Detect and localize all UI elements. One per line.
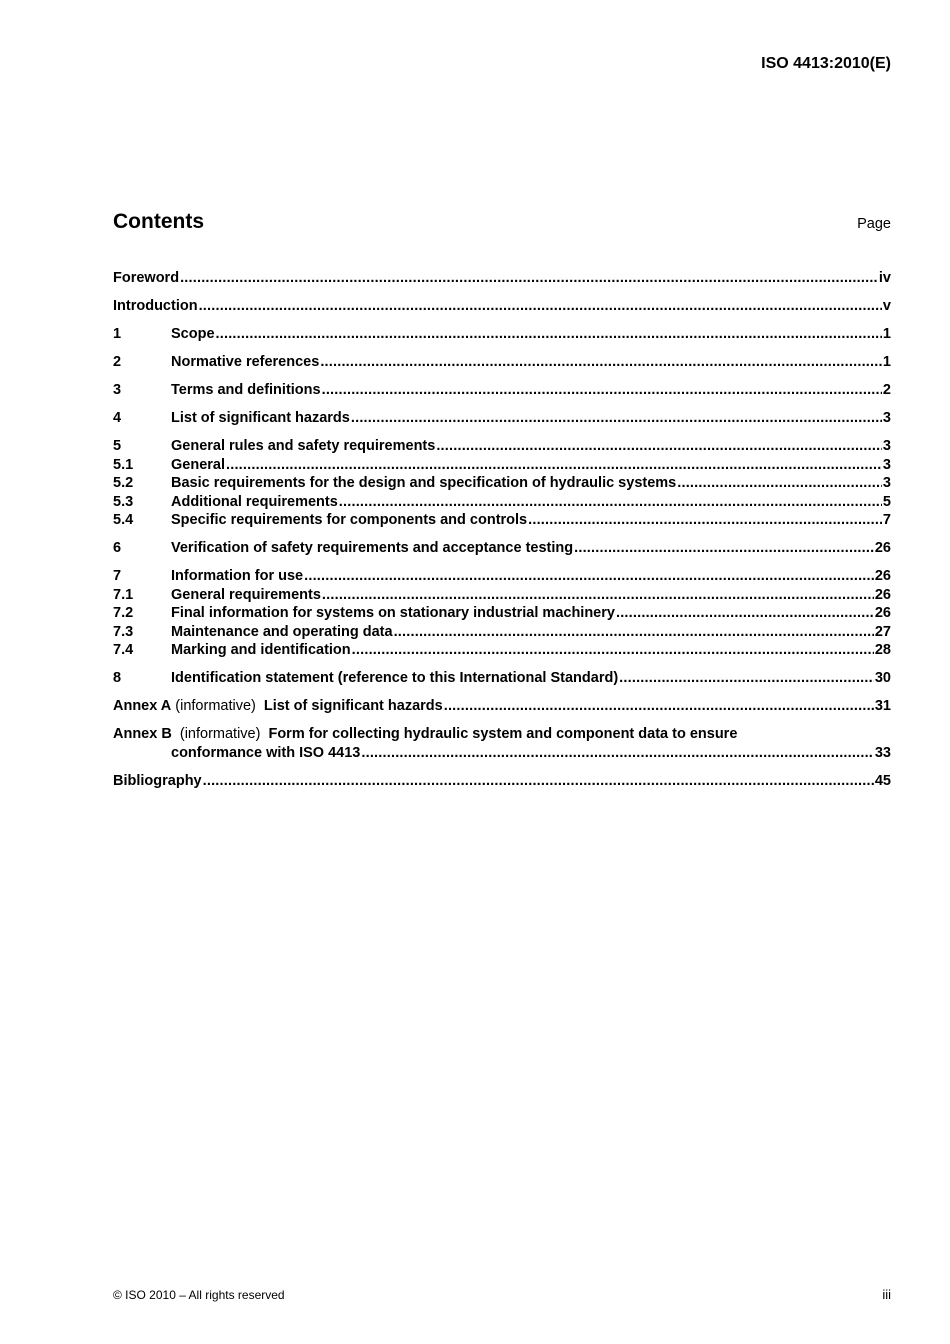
toc-entry-title: Terms and definitions xyxy=(171,382,321,398)
toc-entry-page: 3 xyxy=(882,410,891,426)
toc-entry-page: 27 xyxy=(874,623,891,640)
toc-entry-page: 3 xyxy=(882,438,891,454)
dot-leader xyxy=(320,353,882,372)
toc-entry-title: Bibliography xyxy=(113,772,202,789)
toc-entry-page: 1 xyxy=(882,326,891,342)
toc-entry-page: 31 xyxy=(874,698,891,714)
toc-entry-number: 6 xyxy=(113,540,122,556)
toc-entry-number: 7.1 xyxy=(113,586,134,603)
dot-leader xyxy=(226,456,882,475)
toc-entry-title: Scope xyxy=(171,326,215,342)
toc-entry-title: List of significant hazards xyxy=(263,698,443,714)
toc-entry-introduction[interactable] xyxy=(113,297,891,316)
dot-leader xyxy=(351,409,882,428)
toc-entry-title: Form for collecting hydraulic system and component data to ensure xyxy=(268,726,738,742)
toc-entry-title: Additional requirements xyxy=(171,493,338,510)
toc-entry-foreword[interactable] xyxy=(113,269,891,288)
toc-entry-7-3[interactable] xyxy=(113,623,891,642)
toc-heading-row xyxy=(113,210,891,234)
toc-entry-5-1[interactable] xyxy=(113,456,891,475)
toc-entry-page: 26 xyxy=(874,540,891,556)
dot-leader xyxy=(339,493,882,512)
dot-leader xyxy=(619,669,874,688)
toc-entry-bibliography[interactable] xyxy=(113,772,891,791)
toc-entry-page: 30 xyxy=(874,670,891,686)
dot-leader xyxy=(677,474,882,493)
toc-entry-title: General requirements xyxy=(171,586,321,603)
toc-entry-number: 1 xyxy=(113,326,122,342)
toc-entry-5[interactable] xyxy=(113,437,891,456)
toc-entry-page: 3 xyxy=(882,475,891,491)
toc-entry-number: 7 xyxy=(113,568,122,584)
toc-entry-5-2[interactable] xyxy=(113,474,891,493)
toc-entry-page: 26 xyxy=(874,605,891,621)
toc-entry-number: 5 xyxy=(113,438,122,454)
toc-entry-title: Basic requirements for the design and specification of hydraulic systems xyxy=(171,475,677,491)
dot-leader xyxy=(216,325,882,344)
toc-entry-page: 33 xyxy=(874,744,891,761)
toc-entry-page: 2 xyxy=(882,382,891,398)
toc-entry-title-continued: conformance with ISO 4413 xyxy=(171,744,361,761)
toc-entry-page: 28 xyxy=(874,642,891,658)
toc-entry-page: 26 xyxy=(874,586,891,603)
toc-entry-annex-a[interactable] xyxy=(113,697,891,716)
toc-entry-title: General rules and safety requirements xyxy=(171,438,436,454)
toc-entry-title: Normative references xyxy=(171,354,320,370)
toc-entry-title: Foreword xyxy=(113,270,180,286)
toc-entry-title: List of significant hazards xyxy=(171,410,350,426)
toc-entry-number: 3 xyxy=(113,382,122,398)
dot-leader xyxy=(394,623,874,642)
toc-entry-page: 7 xyxy=(882,512,891,528)
toc-entry-page: 26 xyxy=(874,568,891,584)
toc-entry-title: Specific requirements for components and controls xyxy=(171,512,528,528)
toc-entry-title: Final information for systems on stationary industrial machinery xyxy=(171,605,615,621)
dot-leader xyxy=(436,437,882,456)
toc-entry-title: Verification of safety requirements and acceptance testing xyxy=(171,540,574,556)
toc-entry-3[interactable] xyxy=(113,381,891,400)
toc-entry-page: 45 xyxy=(874,772,891,789)
toc-entry-page: 3 xyxy=(882,456,891,473)
toc-entry-7-4[interactable] xyxy=(113,641,891,660)
toc-entry-title: Marking and identification xyxy=(171,642,351,658)
toc-entry-7-2[interactable] xyxy=(113,604,891,623)
document-id: ISO 4413:2010(E) xyxy=(761,55,891,72)
toc-entry-page: v xyxy=(882,298,891,314)
toc-entry-title: Identification statement (reference to this International Standard) xyxy=(171,670,619,686)
page-number: iii xyxy=(882,1287,891,1302)
annex-type: (informative) xyxy=(175,698,256,714)
toc-entry-number: 4 xyxy=(113,410,122,426)
table-of-contents xyxy=(113,269,891,790)
toc-entry-annex-b-continued[interactable] xyxy=(113,744,891,763)
toc-entry-7[interactable] xyxy=(113,567,891,586)
toc-entry-number: 5.1 xyxy=(113,456,134,473)
toc-entry-title: Introduction xyxy=(113,298,198,314)
dot-leader xyxy=(199,297,882,316)
toc-entry-2[interactable] xyxy=(113,353,891,372)
dot-leader xyxy=(322,586,874,605)
toc-entry-number: 7.2 xyxy=(113,605,134,621)
toc-entry-5-3[interactable] xyxy=(113,493,891,512)
dot-leader xyxy=(616,604,874,623)
dot-leader xyxy=(203,772,874,791)
toc-entry-number: 7.4 xyxy=(113,642,134,658)
toc-entry-number: 8 xyxy=(113,670,122,686)
dot-leader xyxy=(180,269,878,288)
dot-leader xyxy=(352,641,874,660)
toc-title: Contents xyxy=(113,210,204,233)
toc-entry-6[interactable] xyxy=(113,539,891,558)
toc-entry-1[interactable] xyxy=(113,325,891,344)
toc-entry-7-1[interactable] xyxy=(113,586,891,605)
toc-entry-annex-b[interactable] xyxy=(113,725,891,744)
toc-entry-number: 2 xyxy=(113,354,122,370)
toc-entry-title: General xyxy=(171,456,225,473)
annex-type: (informative) xyxy=(179,726,261,742)
annex-label: Annex B xyxy=(113,726,172,742)
toc-entry-number: 5.4 xyxy=(113,512,134,528)
toc-entry-8[interactable] xyxy=(113,669,891,688)
annex-label: Annex A xyxy=(113,698,172,714)
dot-leader xyxy=(304,567,874,586)
dot-leader xyxy=(528,511,882,530)
toc-entry-5-4[interactable] xyxy=(113,511,891,530)
copyright-notice: © ISO 2010 – All rights reserved xyxy=(113,1288,285,1302)
toc-entry-page: 5 xyxy=(882,493,891,510)
toc-entry-title: Maintenance and operating data xyxy=(171,623,393,640)
dot-leader xyxy=(444,697,874,716)
toc-entry-title: Information for use xyxy=(171,568,304,584)
dot-leader xyxy=(361,744,873,763)
toc-page-column-label: Page xyxy=(857,216,891,232)
toc-entry-number: 5.2 xyxy=(113,475,134,491)
toc-entry-page: iv xyxy=(878,270,891,286)
toc-entry-4[interactable] xyxy=(113,409,891,428)
toc-entry-number: 7.3 xyxy=(113,623,134,640)
dot-leader xyxy=(322,381,882,400)
toc-entry-page: 1 xyxy=(882,354,891,370)
dot-leader xyxy=(574,539,874,558)
toc-entry-number: 5.3 xyxy=(113,493,134,510)
